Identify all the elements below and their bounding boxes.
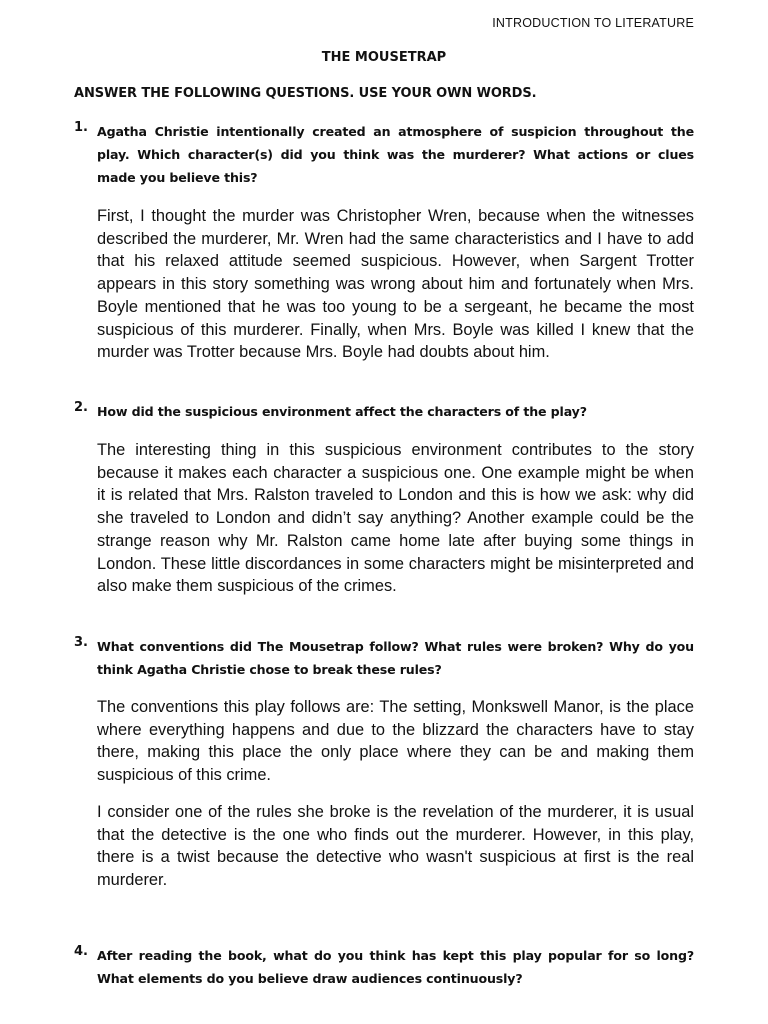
question-2 [74,400,694,423]
answer-3b: I consider one of the rules she broke is the revelation of the murderer, it is usual that the detective is the one who finds out the murderer. However, in this play, there is a twist because the detective who wasn't suspicious at first is the real murderer. [97,803,694,890]
question-number: 4. [74,944,88,959]
answer-2: The interesting thing in this suspicious environment contributes to the story because it makes each character a suspicious one. One example might be when it is related that Mrs. Ralston traveled to London and this is how we ask: why did she traveled to London and didn’t say anything? Another example could be the strange reason why Mr. Ralston came home late after buying some things in London. These little discordances in some characters might be misinterpreted and also make them suspicious of the crimes. [97,441,694,596]
question-3 [74,635,694,681]
instructions: ANSWER THE FOLLOWING QUESTIONS. USE YOUR OWN WORDS. [74,86,537,101]
question-text: Agatha Christie intentionally created an atmosphere of suspicion throughout the play. Which character(s) did you think was the murderer? What actions or clues made you believe this? [97,124,694,185]
question-number: 1. [74,120,88,135]
answer-3a: The conventions this play follows are: The setting, Monkswell Manor, is the place where everything happens and due to the blizzard the characters have to stay there, making this place the only place where they can be and making them suspicious of this crime. [97,698,694,785]
question-1 [74,120,694,189]
question-number: 2. [74,400,88,415]
course-header: INTRODUCTION TO LITERATURE [492,16,694,30]
question-text: After reading the book, what do you think has kept this play popular for so long? What elements do you believe draw audiences continuously? [97,948,694,986]
question-text: What conventions did The Mousetrap follow? What rules were broken? Why do you think Agatha Christie chose to break these rules? [97,639,694,677]
page-title: THE MOUSETRAP [321,50,447,65]
answer-1: First, I thought the murder was Christopher Wren, because when the witnesses described the murderer, Mr. Wren had the same characteristics and I have to add that his relaxed attitude seemed suspicious. However, when Sargent Trotter appears in this story something was wrong about him and fortunately when Mrs. Boyle mentioned that he was too young to be a sergeant, he became the most suspicious of this murderer. Finally, when Mrs. Boyle was killed I knew that the murder was Trotter because Mrs. Boyle had doubts about him. [97,207,694,362]
question-number: 3. [74,635,88,650]
question-text: How did the suspicious environment affect the characters of the play? [97,404,587,419]
question-4 [74,944,694,990]
